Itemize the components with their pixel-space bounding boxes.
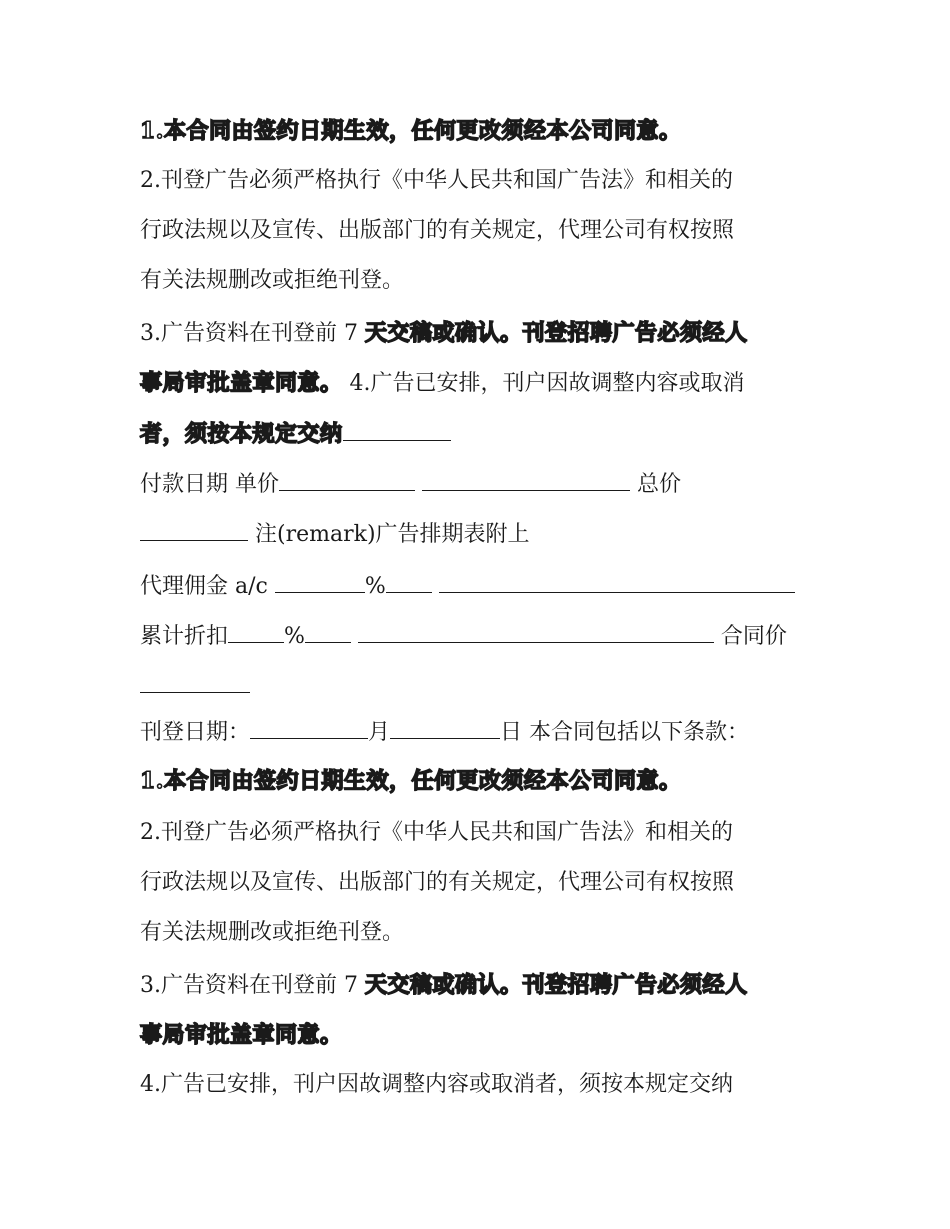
payment-line xyxy=(140,468,681,498)
remark-line xyxy=(140,518,530,548)
clause-3-repeat-prefix: 3.广告资料在刊登前 7 xyxy=(140,973,365,998)
discount-extra-blank[interactable] xyxy=(305,620,351,643)
discount-percent-blank[interactable] xyxy=(228,620,284,643)
publish-date-line xyxy=(140,716,749,746)
clause-2-repeat-line-1: 2.刊登广告必须严格执行《中华人民共和国广告法》和相关的 xyxy=(140,820,733,845)
percent-sign-2: % xyxy=(284,624,305,649)
clause-3-line-2 xyxy=(140,368,745,398)
month-label: 月 xyxy=(368,720,391,745)
contract-price-label: 合同价 xyxy=(713,624,787,649)
day-blank[interactable] xyxy=(390,716,500,739)
clause-3-repeat-line-1 xyxy=(140,970,748,1000)
clause-2-repeat-line-2: 行政法规以及宣传、出版部门的有关规定，代理公司有权按照 xyxy=(140,870,735,895)
clause-3-approval: 事局审批盖章同意。 xyxy=(140,370,343,396)
clause-4-line-2 xyxy=(140,418,451,448)
clause-1-text: 1.本合同由签约日期生效，任何更改须经本公司同意。 xyxy=(140,118,682,144)
clause-2-repeat-line-3: 有关法规删改或拒绝刊登。 xyxy=(140,920,405,945)
terms-intro: 日 本合同包括以下条款： xyxy=(500,720,750,745)
clause-3-line-1 xyxy=(140,318,748,348)
clause-3-repeat-approval: 事局审批盖章同意。 xyxy=(140,1022,343,1048)
clause-3-prefix: 3.广告资料在刊登前 7 xyxy=(140,321,365,346)
total-price-blank[interactable] xyxy=(140,518,248,541)
commission-percent-blank[interactable] xyxy=(275,570,365,593)
clause-2-line-1: 2.刊登广告必须严格执行《中华人民共和国广告法》和相关的 xyxy=(140,168,733,193)
discount-line xyxy=(140,620,787,650)
clause-2-line-3: 有关法规删改或拒绝刊登。 xyxy=(140,268,405,293)
clause-4-repeat: 4.广告已安排，刊户因故调整内容或取消者，须按本规定交纳 xyxy=(140,1072,733,1097)
clause-3-stylized: 天交稿或确认。刊登招聘广告必须经人 xyxy=(364,320,748,346)
discount-label: 累计折扣 xyxy=(140,624,229,649)
commission-line xyxy=(140,570,795,600)
clause-1 xyxy=(140,116,681,146)
unit-price-blank[interactable] xyxy=(279,468,415,491)
month-blank[interactable] xyxy=(250,716,368,739)
clause-1-repeat xyxy=(140,766,681,796)
clause-4-start: 4.广告已安排，刊户因故调整内容或取消 xyxy=(342,371,745,396)
commission-extra-blank[interactable] xyxy=(386,570,432,593)
commission-amount-blank[interactable] xyxy=(439,570,795,593)
payment-date-unit-price-label: 付款日期 单价 xyxy=(140,472,279,497)
fee-blank[interactable] xyxy=(343,418,451,441)
clause-3-repeat-line-2 xyxy=(140,1020,343,1050)
remark-text: 注(remark)广告排期表附上 xyxy=(248,522,530,547)
payment-date-blank[interactable] xyxy=(422,468,630,491)
clause-1-repeat-text: 1.本合同由签约日期生效，任何更改须经本公司同意。 xyxy=(140,768,682,794)
contract-price-blank[interactable] xyxy=(140,670,250,693)
discount-amount-blank[interactable] xyxy=(358,620,714,643)
clause-3-repeat-stylized: 天交稿或确认。刊登招聘广告必须经人 xyxy=(364,972,748,998)
contract-price-line xyxy=(140,670,250,700)
clause-2-line-2: 行政法规以及宣传、出版部门的有关规定，代理公司有权按照 xyxy=(140,218,735,243)
percent-sign: % xyxy=(364,574,386,599)
total-price-label: 总价 xyxy=(630,472,681,497)
publish-date-label: 刊登日期： xyxy=(140,720,251,745)
clause-4-stylized: 者，须按本规定交纳 xyxy=(140,421,343,447)
commission-label: 代理佣金 a/c xyxy=(140,574,275,599)
